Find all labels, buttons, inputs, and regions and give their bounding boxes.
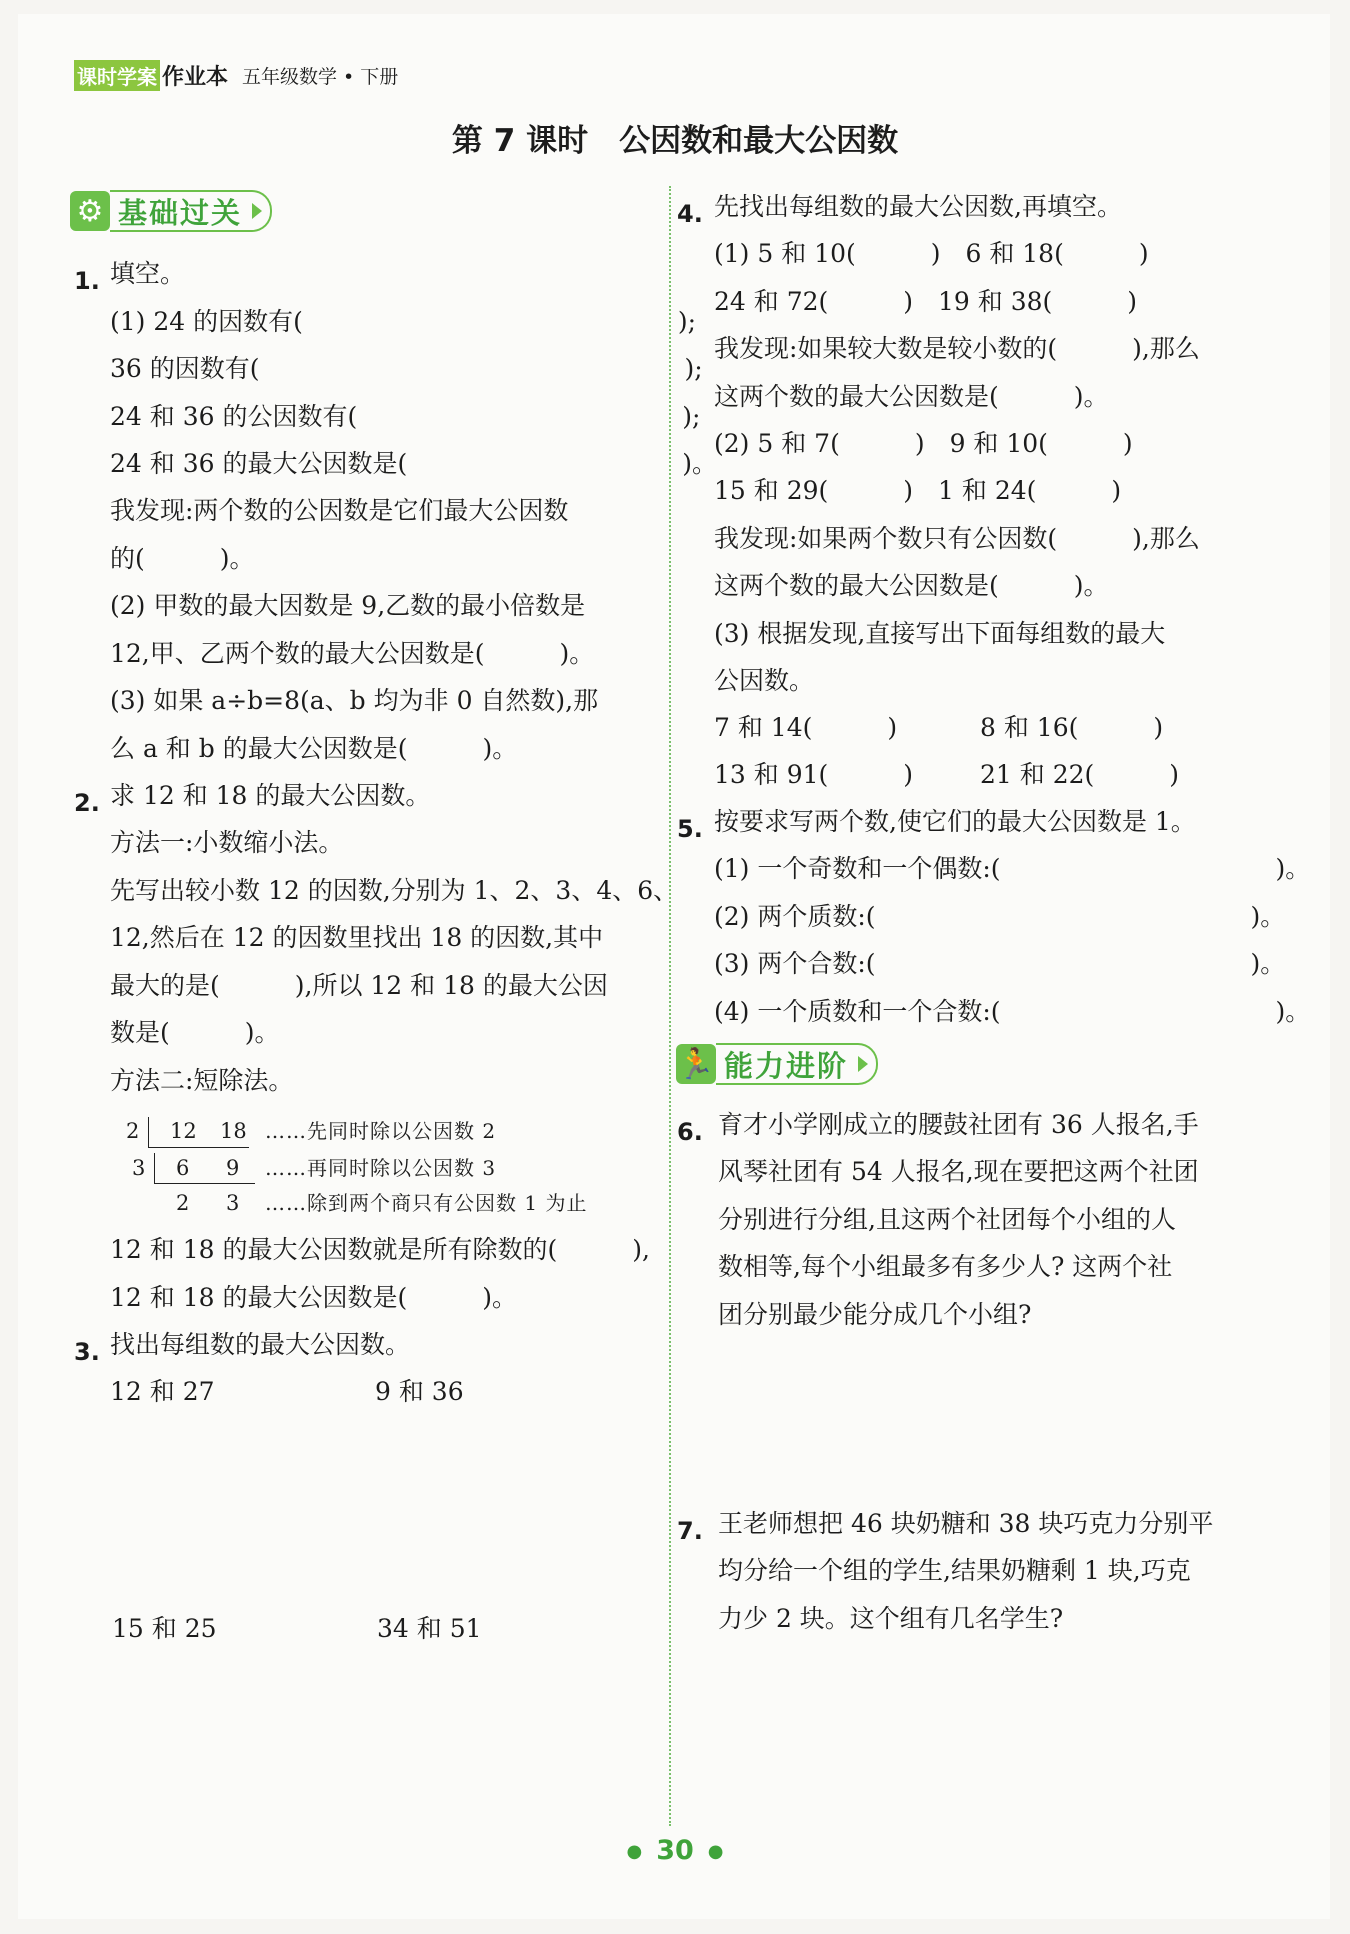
q6-line: 风琴社团有 54 人报名,现在要把这两个社团 [718,1157,1199,1186]
q7-line: 均分给一个组的学生,结果奶糖剩 1 块,巧克 [718,1556,1191,1585]
arrow-icon [252,203,262,219]
q6-number: 6. [677,1118,703,1146]
q1-line: 么 a 和 b 的最大公因数是( )。 [110,734,518,763]
q6-line: 育才小学刚成立的腰鼓社团有 36 人报名,手 [718,1110,1199,1139]
q4-line: 公因数。 [714,666,815,695]
q3-pair: 34 和 51 [377,1614,482,1643]
q4-line: 这两个数的最大公因数是( )。 [714,382,1109,411]
q6-line: 数相等,每个小组最多有多少人? 这两个社 [718,1252,1173,1281]
q5-title: 按要求写两个数,使它们的最大公因数是 1。 [714,807,1196,836]
q4-pair: 8 和 16( ) [980,713,1164,742]
q1-number: 1. [74,267,100,295]
arrow-icon [858,1056,868,1072]
q4-pair: 21 和 22( ) [980,760,1180,789]
q4-pair: 13 和 91( ) [714,760,914,789]
short-division [120,1113,588,1223]
q2-line: 最大的是( ),所以 12 和 18 的最大公因 [110,971,608,1000]
dot-icon: ● [626,1841,643,1862]
division-bracket [148,1117,249,1148]
q5-line: (3) 两个合数:( )。 [714,949,1286,978]
section-advanced-label: 能力进阶 [724,1048,849,1083]
q2-number: 2. [74,789,100,817]
q1-line: 的( )。 [110,544,255,573]
q3-pair: 9 和 36 [375,1377,464,1406]
q2-line: 方法二:短除法。 [110,1066,294,1095]
dividend: 6 [176,1156,190,1180]
q5-line: (4) 一个质数和一个合数:( )。 [714,997,1311,1026]
q1-line: 我发现:两个数的公因数是它们最大公因数 [110,496,569,525]
runner-icon: 🏃 [676,1044,716,1084]
q3-pair: 15 和 25 [112,1614,217,1643]
q4-number: 4. [677,200,703,228]
brand-black: 作业本 [162,64,229,90]
q3-number: 3. [74,1338,100,1366]
q4-line: (2) 5 和 7( ) 9 和 10( ) [714,429,1133,458]
q7-line: 王老师想把 46 块奶糖和 38 块巧克力分别平 [718,1509,1214,1538]
q3-pair: 12 和 27 [110,1377,215,1406]
q7-line: 力少 2 块。这个组有几名学生? [718,1604,1064,1633]
gear-icon: ⚙ [70,191,110,231]
dividend: 9 [226,1156,240,1180]
dot-icon: ● [707,1841,724,1862]
q1-title: 填空。 [110,259,186,288]
grade-label: 五年级数学 • 下册 [242,65,399,88]
page-number: ● 30 ● [626,1835,724,1866]
q4-line: 24 和 72( ) 19 和 38( ) [714,287,1138,316]
q1-line: (1) 24 的因数有( ); [110,307,697,336]
q2-line: 12,然后在 12 的因数里找出 18 的因数,其中 [110,923,604,952]
dividend: 12 [170,1119,197,1143]
q1-line: 24 和 36 的公因数有( ); [110,402,701,431]
q5-number: 5. [677,815,703,843]
q6-line: 分别进行分组,且这两个社团每个小组的人 [718,1205,1176,1234]
divisor: 3 [132,1156,146,1180]
q4-pair: 7 和 14( ) [714,713,898,742]
q2-line: 方法一:小数缩小法。 [110,828,344,857]
q7-number: 7. [677,1517,703,1545]
section-basic [70,190,272,232]
q4-line: 我发现:如果较大数是较小数的( ),那么 [714,334,1200,363]
q2-line: 12 和 18 的最大公因数是( )。 [110,1283,517,1312]
q2-line: 先写出较小数 12 的因数,分别为 1、2、3、4、6、 [110,876,679,905]
q2-title: 求 12 和 18 的最大公因数。 [110,781,431,810]
header-brand [74,60,398,90]
q4-line: 15 和 29( ) 1 和 24( ) [714,476,1122,505]
q1-line: (3) 如果 a÷b=8(a、b 均为非 0 自然数),那 [110,686,599,715]
q1-line: 36 的因数有( ); [110,354,703,383]
q3-title: 找出每组数的最大公因数。 [110,1330,411,1359]
quotient: 3 [226,1191,240,1215]
divisor: 2 [126,1119,140,1143]
q5-line: (1) 一个奇数和一个偶数:( )。 [714,854,1311,883]
q4-line: 这两个数的最大公因数是( )。 [714,571,1109,600]
division-bracket [154,1153,255,1184]
q4-line: (3) 根据发现,直接写出下面每组数的最大 [714,619,1166,648]
q6-line: 团分别最少能分成几个小组? [718,1300,1032,1329]
q1-line: 24 和 36 的最大公因数是( )。 [110,449,717,478]
q5-line: (2) 两个质数:( )。 [714,902,1286,931]
q4-line: 我发现:如果两个数只有公因数( ),那么 [714,524,1200,553]
q1-line: 12,甲、乙两个数的最大公因数是( )。 [110,639,595,668]
page-title: 第 7 课时 公因数和最大公因数 [451,123,899,159]
q4-title: 先找出每组数的最大公因数,再填空。 [714,192,1122,221]
section-basic-label: 基础过关 [118,195,243,230]
brand-green: 课时学案 [74,60,160,91]
q4-line: (1) 5 和 10( ) 6 和 18( ) [714,239,1149,268]
dividend: 18 [220,1119,247,1143]
division-note: ……再同时除以公因数 3 [265,1156,497,1180]
q2-line: 12 和 18 的最大公因数就是所有除数的( ), [110,1235,650,1264]
division-note: ……先同时除以公因数 2 [265,1119,497,1143]
quotient: 2 [176,1191,190,1215]
q1-line: (2) 甲数的最大因数是 9,乙数的最小倍数是 [110,591,586,620]
q2-line: 数是( )。 [110,1018,280,1047]
section-advanced [676,1043,878,1085]
division-note: ……除到两个商只有公因数 1 为止 [265,1191,588,1215]
